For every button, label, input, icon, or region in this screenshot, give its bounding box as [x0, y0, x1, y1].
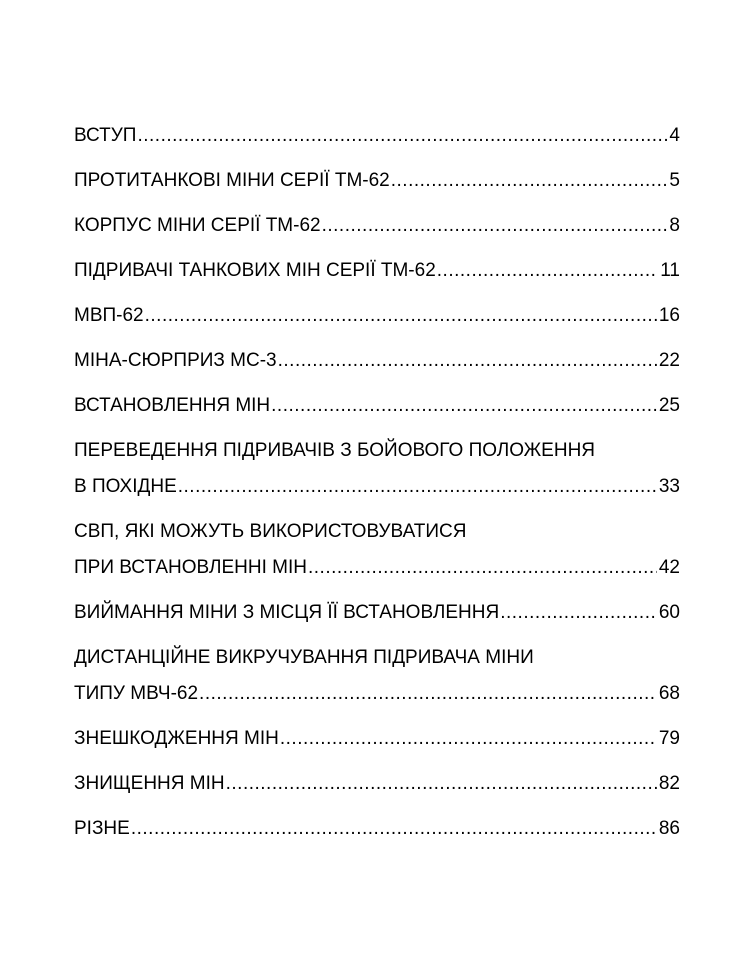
toc-entry-title: ВСТАНОВЛЕННЯ МІН	[74, 395, 271, 416]
toc-page-number: 42	[658, 557, 680, 578]
toc-leader-dots	[145, 304, 657, 328]
toc-leader-dots	[437, 259, 658, 283]
toc-entry-title: ПІДРИВАЧІ ТАНКОВИХ МІН СЕРІЇ ТМ-62	[74, 260, 436, 281]
toc-entry[interactable]	[74, 304, 680, 349]
toc-page-number: 82	[658, 773, 680, 794]
toc-page-number: 68	[658, 683, 680, 704]
toc-entry-title: ЗНИЩЕННЯ МІН	[74, 773, 225, 794]
toc-page-number: 5	[669, 170, 680, 191]
toc-leader-dots	[391, 169, 668, 193]
toc-leader-dots	[308, 556, 657, 580]
toc-entry-title: КОРПУС МІНИ СЕРІЇ ТМ-62	[74, 215, 321, 236]
toc-entry-title: ВСТУП	[74, 125, 137, 146]
toc-entry-title: МВП-62	[74, 305, 144, 326]
toc-page-number: 25	[658, 395, 680, 416]
toc-page-number: 16	[658, 305, 680, 326]
toc-page-number: 86	[658, 818, 680, 839]
toc-leader-dots	[131, 817, 657, 841]
toc-entry-title-line1: ПЕРЕВЕДЕННЯ ПІДРИВАЧІВ З БОЙОВОГО ПОЛОЖЕННЯ	[74, 440, 596, 461]
toc-entry[interactable]	[74, 259, 680, 304]
toc-entry-title: ПРИ ВСТАНОВЛЕННІ МІН	[74, 557, 307, 578]
toc-entry-title-line1: СВП, ЯКІ МОЖУТЬ ВИКОРИСТОВУВАТИСЯ	[74, 521, 467, 542]
toc-entry-title-line1: ДИСТАНЦІЙНЕ ВИКРУЧУВАННЯ ПІДРИВАЧА МІНИ	[74, 647, 534, 668]
toc-leader-dots	[278, 349, 657, 373]
toc-page-number: 11	[660, 260, 680, 281]
toc-entry-title: ЗНЕШКОДЖЕННЯ МІН	[74, 728, 279, 749]
toc-page-number: 8	[669, 215, 680, 236]
toc-leader-dots	[178, 475, 657, 499]
toc-leader-dots	[322, 214, 668, 238]
toc-page-number: 60	[658, 602, 680, 623]
toc-leader-dots	[280, 727, 657, 751]
toc-entry[interactable]	[74, 349, 680, 394]
toc-entry[interactable]	[74, 124, 680, 169]
toc-entry-title: МІНА-СЮРПРИЗ МС-3	[74, 350, 277, 371]
table-of-contents	[74, 124, 680, 862]
toc-entry[interactable]	[74, 772, 680, 817]
toc-entry[interactable]	[74, 520, 680, 601]
toc-entry-title: ТИПУ МВЧ-62	[74, 683, 199, 704]
toc-entry[interactable]	[74, 439, 680, 520]
toc-entry-title: В ПОХІДНЕ	[74, 476, 177, 497]
toc-entry-title: ПРОТИТАНКОВІ МІНИ СЕРІЇ ТМ-62	[74, 170, 390, 191]
toc-leader-dots	[199, 682, 657, 706]
toc-entry[interactable]	[74, 601, 680, 646]
toc-page-number: 33	[658, 476, 680, 497]
toc-entry-title: РІЗНЕ	[74, 818, 130, 839]
toc-leader-dots	[226, 772, 657, 796]
toc-entry[interactable]	[74, 214, 680, 259]
toc-entry[interactable]	[74, 394, 680, 439]
toc-entry-title: ВИЙМАННЯ МІНИ З МІСЦЯ ЇЇ ВСТАНОВЛЕННЯ	[74, 602, 500, 623]
toc-page-number: 79	[658, 728, 680, 749]
toc-leader-dots	[500, 601, 657, 625]
toc-entry[interactable]	[74, 169, 680, 214]
toc-entry[interactable]	[74, 646, 680, 727]
toc-leader-dots	[137, 124, 667, 148]
toc-page-number: 22	[658, 350, 680, 371]
toc-leader-dots	[271, 394, 657, 418]
toc-entry[interactable]	[74, 817, 680, 862]
toc-page-number: 4	[669, 125, 680, 146]
toc-entry[interactable]	[74, 727, 680, 772]
